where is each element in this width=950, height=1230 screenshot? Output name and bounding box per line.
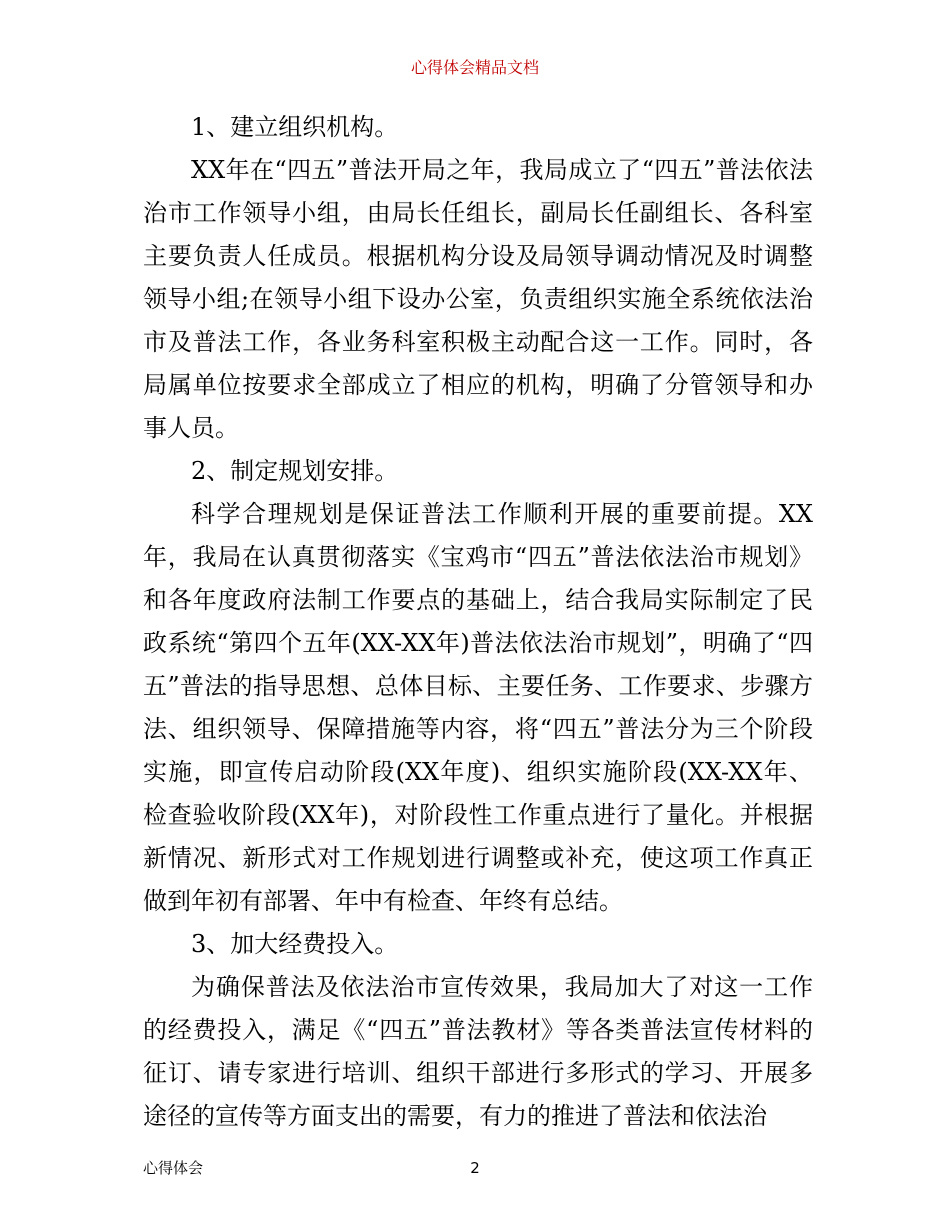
- document-body: [143, 106, 813, 1138]
- section-heading-3: 3、加大经费投入。: [191, 930, 399, 958]
- section-heading-1: 1、建立组织机构。: [191, 113, 399, 141]
- body-paragraph-3: 为确保普法及依法治市宣传效果，我局加大了对这一工作的经费投入，满足《“四五”普法教材》等各类普法宣传材料的征订、请专家进行培训、组织干部进行多形式的学习、开展多途径的宣传等方面支出的需要，有力的推进了普法和依法治: [143, 973, 813, 1130]
- body-paragraph-2: 科学合理规划是保证普法工作顺利开展的重要前提。XX年，我局在认真贯彻落实《宝鸡市“四五”普法依法治市规划》和各年度政府法制工作要点的基础上，结合我局实际制定了民政系统“第四个五年(XX-XX年)普法依法治市规划”，明确了“四五”普法的指导思想、总体目标、主要任务、工作要求、步骤方法、组织领导、保障措施等内容，将“四五”普法分为三个阶段实施，即宣传启动阶段(XX年度)、组织实施阶段(XX-XX年、 检查验收阶段(XX年)，对阶段性工作重点进行了量化。并根据新情况、新形式对工作规划进行调整或补充，使这项工作真正做到年初有部署、年中有检查、年终有总结。: [143, 500, 813, 915]
- body-paragraph-1: XX年在“四五”普法开局之年，我局成立了“四五”普法依法治市工作领导小组，由局长任组长，副局长任副组长、各科室主要负责人任成员。根据机构分设及局领导调动情况及时调整领导小组;在领导小组下设办公室，负责组织实施全系统依法治市及普法工作，各业务科室积极主动配合这一工作。同时，各局属单位按要求全部成立了相应的机构，明确了分管领导和办事人员。: [143, 156, 813, 442]
- page-header: 心得体会精品文档: [410, 58, 539, 77]
- footer-label: 心得体会: [143, 1159, 204, 1177]
- section-heading-2: 2、制定规划安排。: [191, 457, 399, 485]
- page-number: 2: [470, 1159, 480, 1177]
